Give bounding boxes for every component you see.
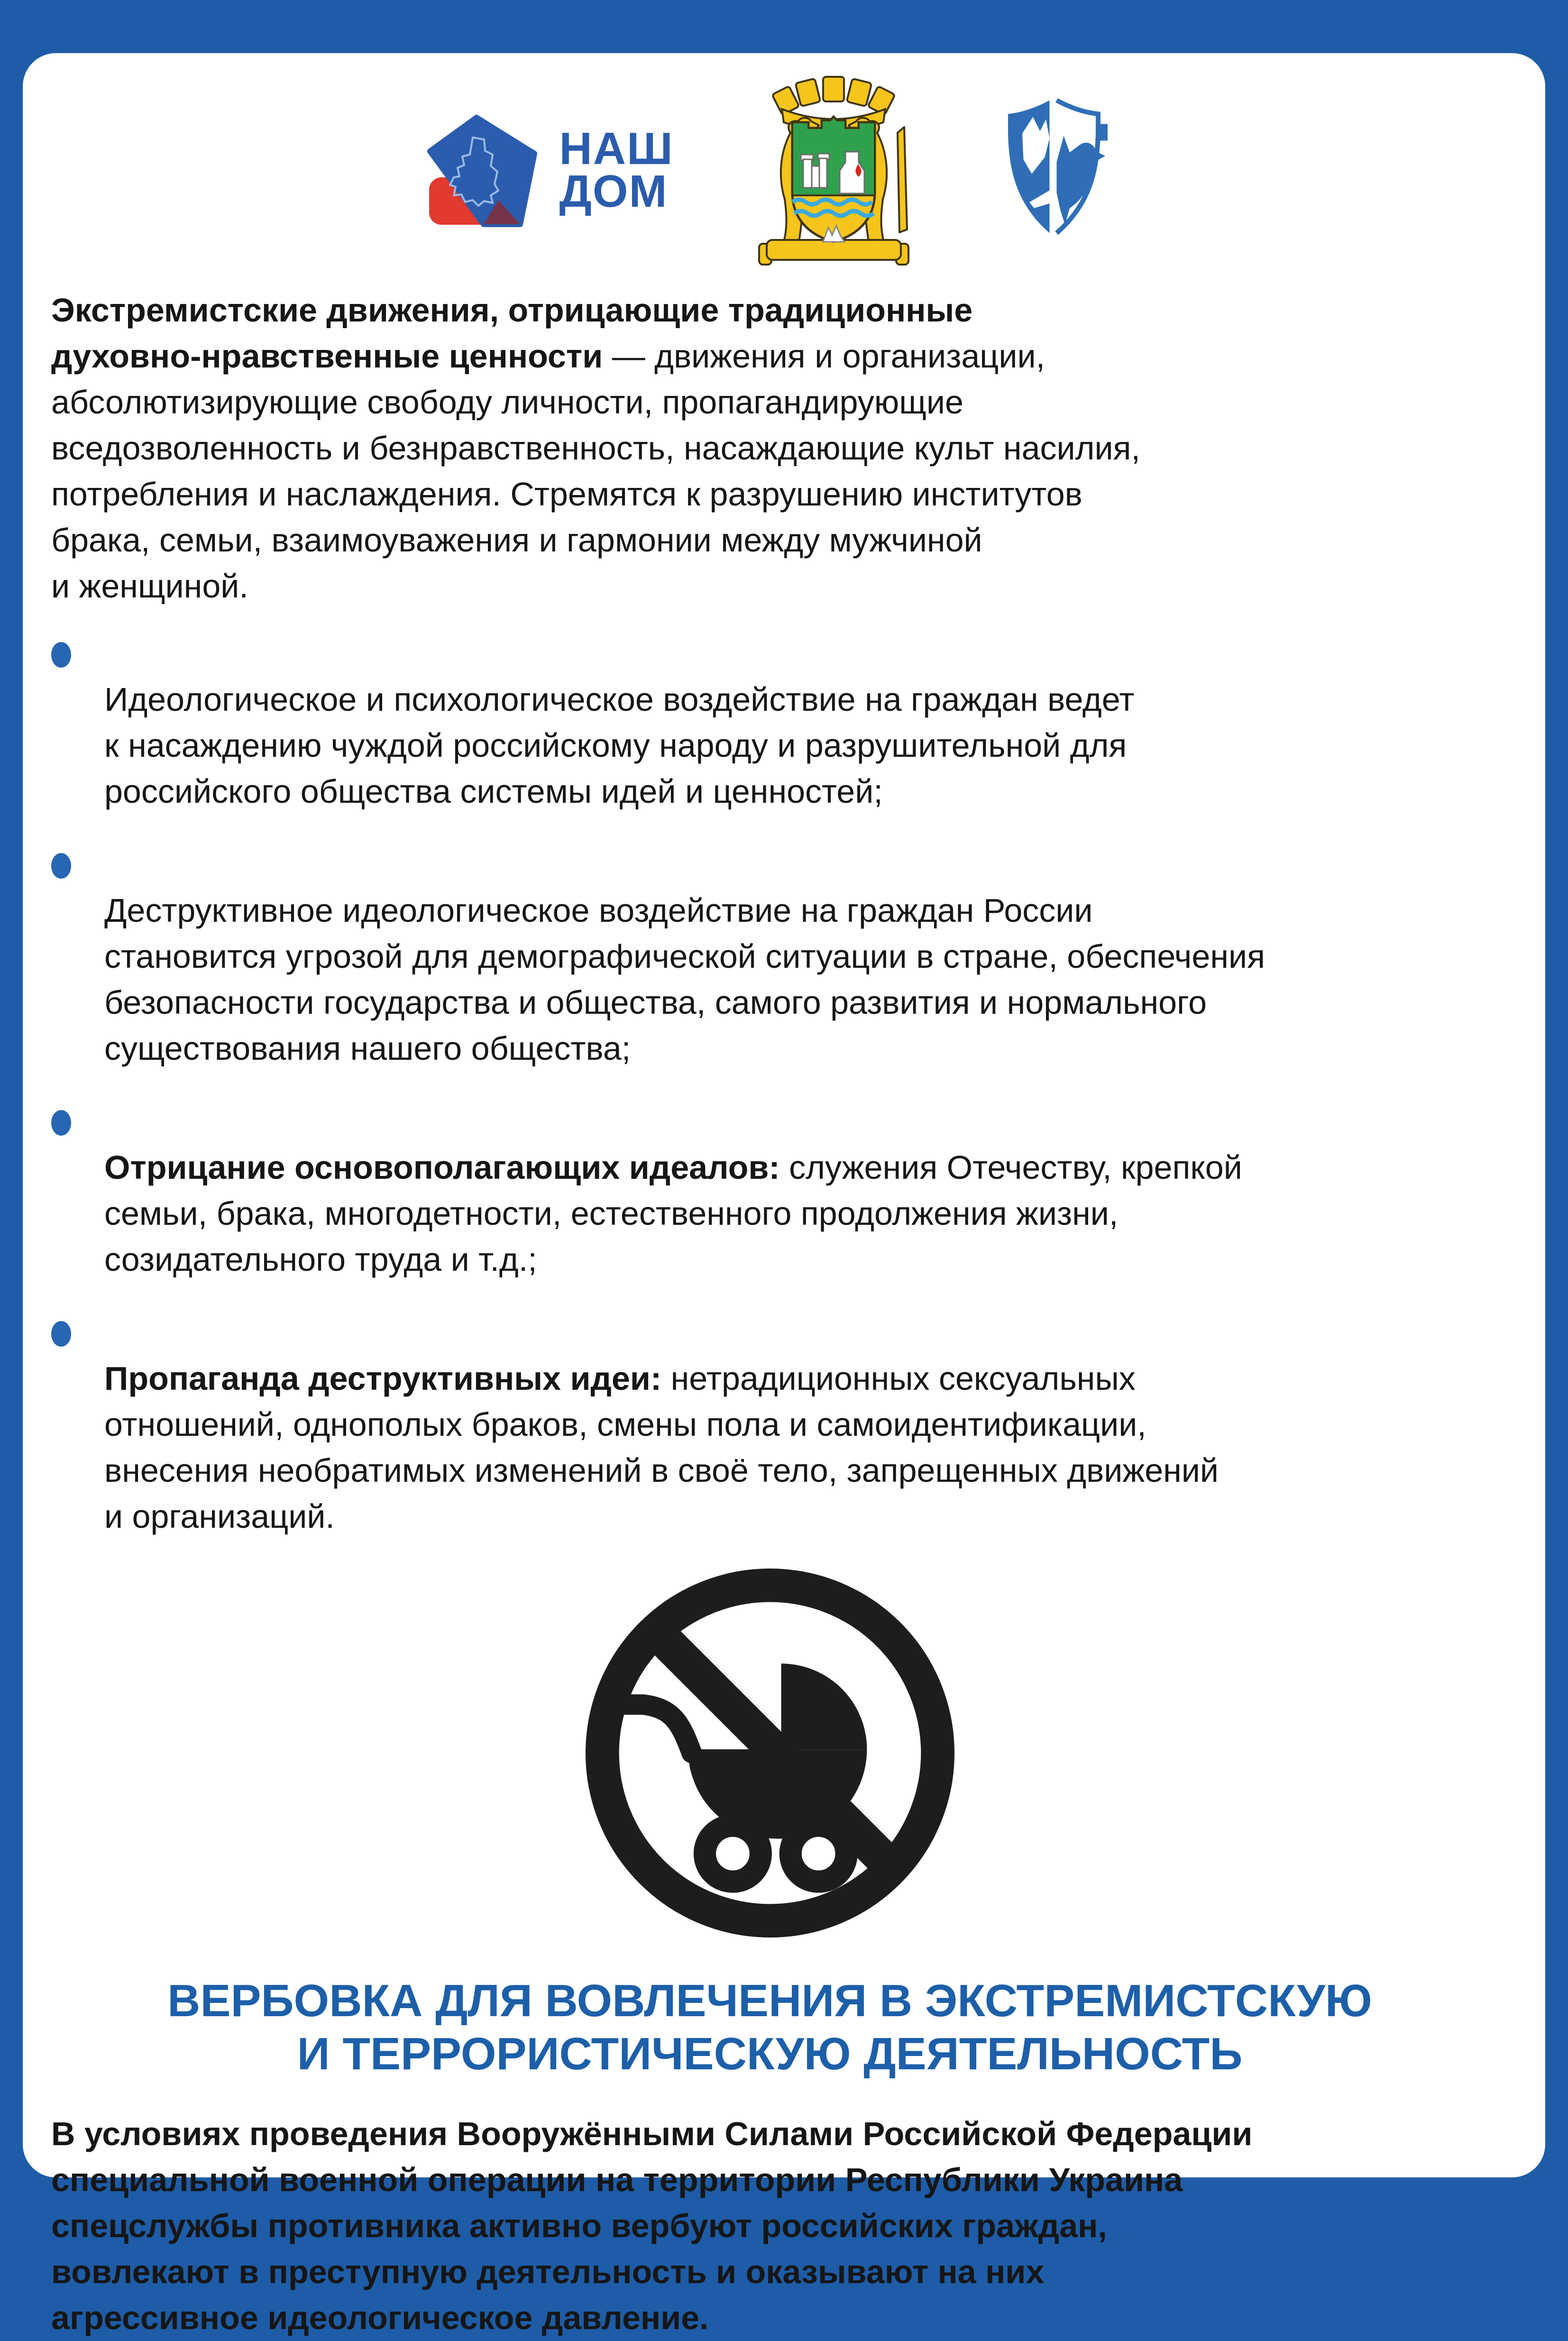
- bullet-text: Идеологическое и психологическое воздействие на граждан ведет к насаждению чуждой российскому народу и разрушительной для российского общества системы идей и ценностей;: [104, 681, 1135, 810]
- nash-dom-logo-text: НАШ ДОМ: [559, 123, 674, 217]
- poster-card: [23, 53, 1545, 2336]
- bullet-dot-icon: [51, 642, 71, 668]
- dove-shield-icon: [994, 77, 1112, 263]
- recruitment-heading: ВЕРБОВКА ДЛЯ ВОВЛЕЧЕНИЯ В ЭКСТРЕМИСТСКУЮ И ТЕРРОРИСТИЧЕСКУЮ ДЕЯТЕЛЬНОСТЬ: [167, 1975, 1372, 2079]
- bullet-bold: Отрицание основополагающих идеалов:: [104, 1149, 780, 1186]
- bullet-dot-icon: [51, 1321, 71, 1347]
- prohibition-sign-wrap: [51, 1567, 1488, 1939]
- intro-bold-lead: Экстремистские движения, отрицающие традиционные духовно-нравственные ценности: [51, 292, 973, 375]
- logo-row: [51, 73, 1488, 267]
- bullet-dot-icon: [51, 1110, 71, 1136]
- bullet-dot-icon: [51, 853, 71, 879]
- bullet-item: [51, 1310, 1488, 1540]
- nash-dom-logo: [427, 115, 673, 226]
- yekaterinburg-coat-of-arms-icon: [745, 73, 923, 267]
- intro-rest: — движения и организации, абсолютизирующие свободу личности, пропагандирующие вседозволенность и безнравственность, насаждающие культ насилия, потребления и наслаждения. Стремятся к разрушению институтов брака, семьи, взаимоуважения и гармонии между мужчиной и женщиной.: [51, 338, 1140, 605]
- footer-paragraph: В условиях проведения Вооружёнными Силами Российской Федерации специальной военной операции на территории Республики Украина спецслужбы противника активно вербуют российских граждан, вовлекают в преступную деятельность и оказывают на них агрессивное идеологическое давление.: [51, 2115, 1253, 2336]
- bullet-list: [51, 631, 1488, 1540]
- bullet-text: Деструктивное идеологическое воздействие на граждан России становится угрозой для демографической ситуации в стране, обеспечения безопасности государства и общества, самого развития и нормального существования нашего общества;: [104, 892, 1265, 1067]
- no-stroller-sign-icon: [584, 1567, 956, 1939]
- bullet-text: служения Отечеству, крепкой семьи, брака, многодетности, естественного продолжения жизни, созидательного труда и т.д.;: [104, 1149, 1242, 1278]
- intro-paragraph: [51, 287, 1488, 609]
- bullet-item: [51, 631, 1488, 815]
- bullet-item: [51, 1099, 1488, 1283]
- nash-dom-house-icon: [427, 115, 536, 226]
- bullet-text: нетрадиционных сексуальных отношений, однополых браков, смены пола и самоидентификации, внесения необратимых изменений в своё тело, запрещенных движений и организаций.: [104, 1360, 1219, 1535]
- bullet-item: [51, 842, 1488, 1072]
- bullet-bold: Пропаганда деструктивных идеи:: [104, 1360, 662, 1397]
